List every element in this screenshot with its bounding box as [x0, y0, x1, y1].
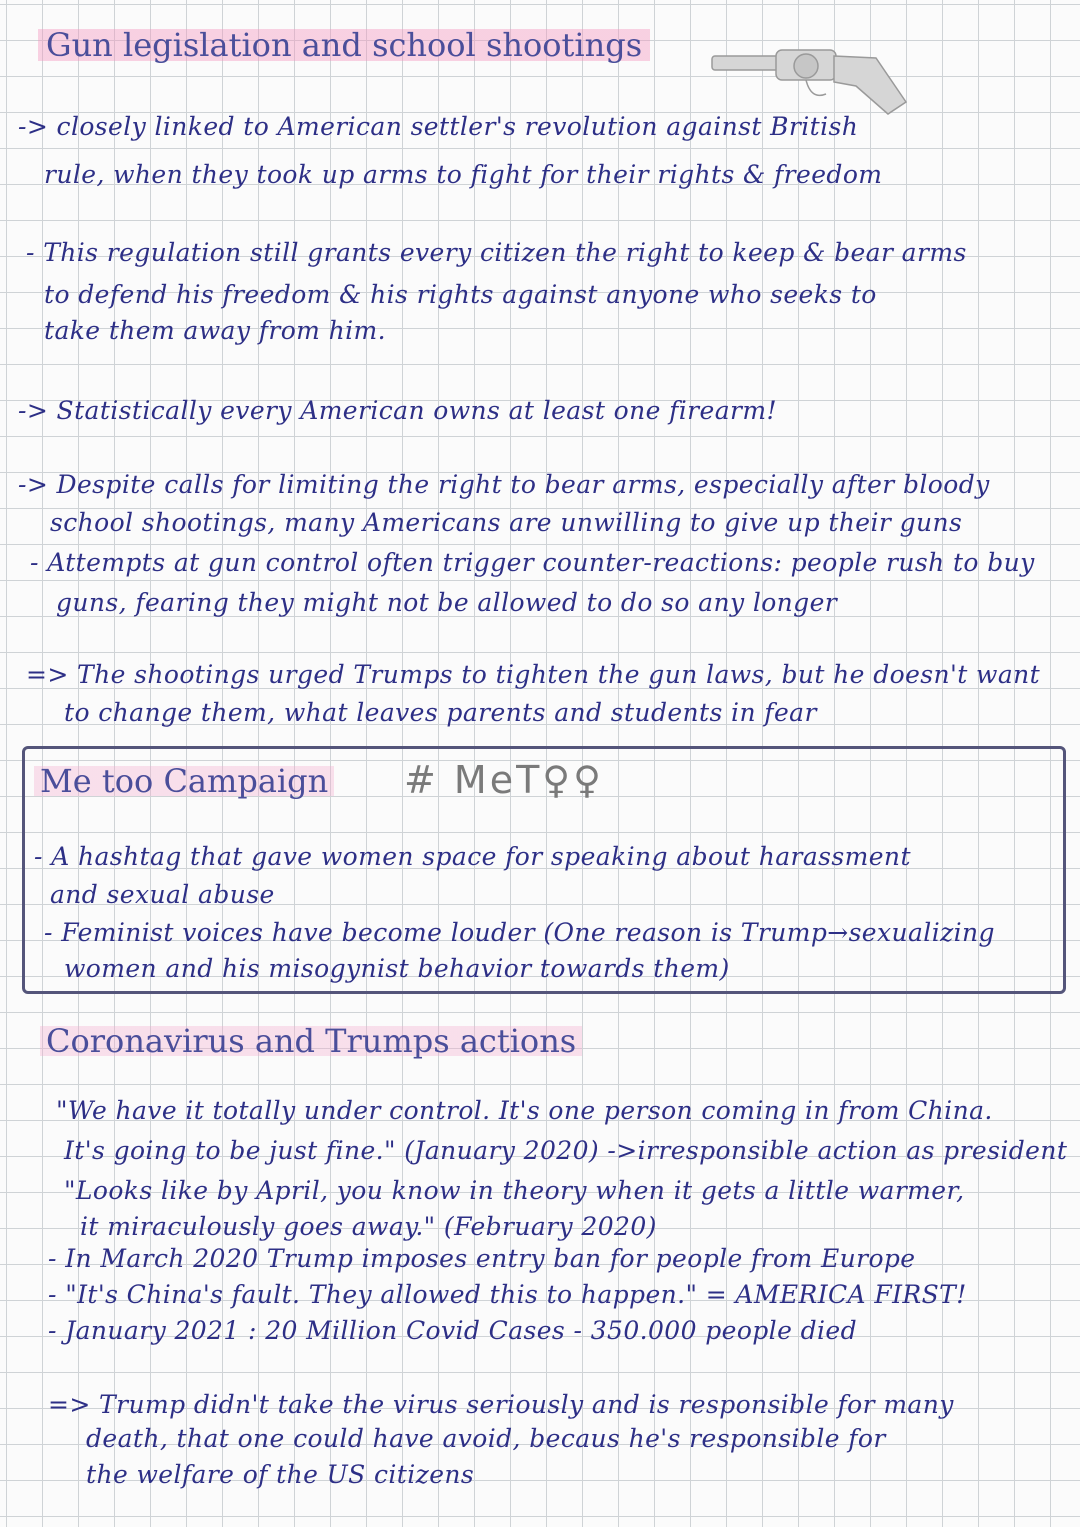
text-line: and sexual abuse	[50, 880, 275, 909]
metoo-hashtag: # MeT♀♀	[404, 758, 604, 802]
text-line: to defend his freedom & his rights against anyone who seeks to	[44, 280, 877, 309]
text-line: It's going to be just fine." (January 2020) ->irresponsible action as president	[64, 1136, 1068, 1165]
text-line: -> Statistically every American owns at least one firearm!	[18, 396, 777, 425]
text-line: guns, fearing they might not be allowed to do so any longer	[56, 588, 838, 617]
text-line: rule, when they took up arms to fight for their rights & freedom	[44, 160, 883, 189]
text-line: -> Despite calls for limiting the right to bear arms, especially after bloody	[18, 470, 990, 499]
text-line: school shootings, many Americans are unwilling to give up their guns	[50, 508, 963, 537]
text-line: -> closely linked to American settler's revolution against British	[18, 112, 859, 141]
text-line: the welfare of the US citizens	[86, 1460, 475, 1489]
text-line: - "It's China's fault. They allowed this to happen." = AMERICA FIRST!	[48, 1280, 967, 1309]
text-line: take them away from him.	[44, 316, 386, 345]
text-line: death, that one could have avoid, becaus he's responsible for	[86, 1424, 886, 1453]
section-title-gun-legislation: Gun legislation and school shootings	[38, 26, 650, 64]
text-line: women and his misogynist behavior towards them)	[64, 954, 730, 983]
text-line: it miraculously goes away." (February 2020)	[80, 1212, 657, 1241]
revolver-icon	[706, 42, 916, 122]
text-line: => The shootings urged Trumps to tighten the gun laws, but he doesn't want	[26, 660, 1041, 689]
text-line: - A hashtag that gave women space for speaking about harassment	[34, 842, 911, 871]
text-line: to change them, what leaves parents and students in fear	[64, 698, 817, 727]
text-line: "We have it totally under control. It's one person coming in from China.	[56, 1096, 993, 1125]
section-title-coronavirus: Coronavirus and Trumps actions	[40, 1022, 582, 1060]
text-line: => Trump didn't take the virus seriously and is responsible for many	[48, 1390, 954, 1419]
section-title-metoo: Me too Campaign	[34, 762, 334, 800]
text-line: - This regulation still grants every citizen the right to keep & bear arms	[26, 238, 967, 267]
text-line: - Feminist voices have become louder (One reason is Trump→sexualizing	[44, 918, 995, 947]
text-line: - Attempts at gun control often trigger counter-reactions: people rush to buy	[30, 548, 1035, 577]
text-line: - In March 2020 Trump imposes entry ban for people from Europe	[48, 1244, 916, 1273]
text-line: - January 2021 : 20 Million Covid Cases - 350.000 people died	[48, 1316, 858, 1345]
text-line: "Looks like by April, you know in theory when it gets a little warmer,	[64, 1176, 965, 1205]
